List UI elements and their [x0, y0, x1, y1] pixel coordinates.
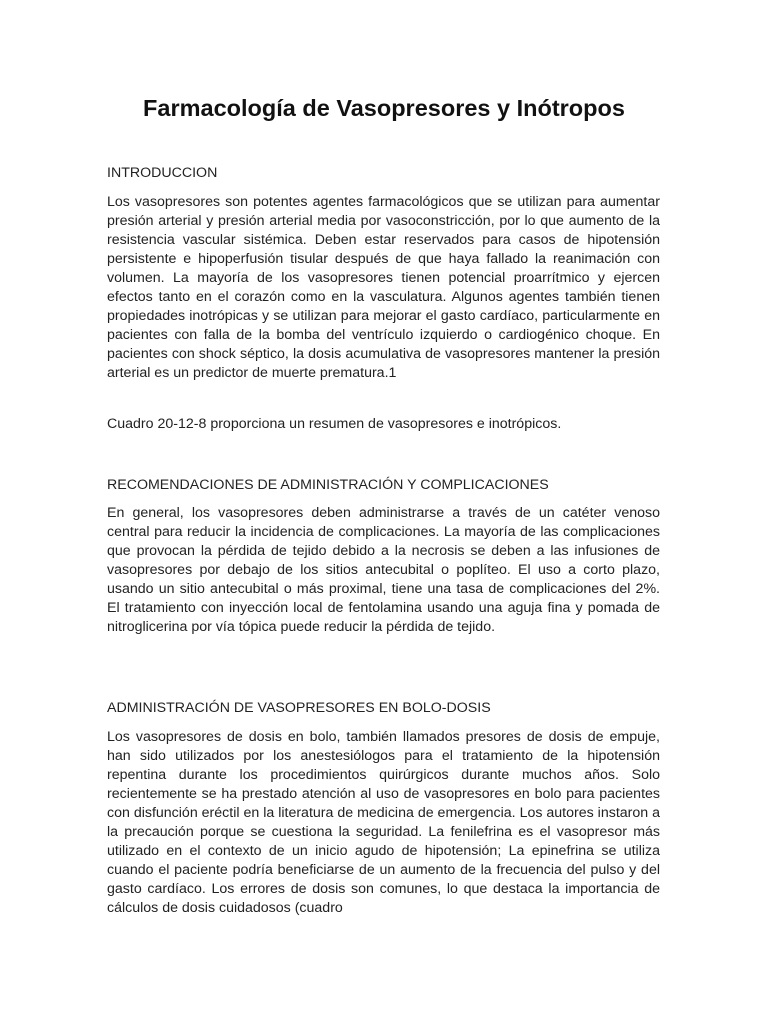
- section-paragraph: Los vasopresores de dosis en bolo, también llamados presores de dosis de empuje, han sido utilizados por los anestesiólogos para el tratamiento de la hipotensión repentina durante los procedimientos quirúrgicos durante muchos años. Solo recientemente se ha prestado atención al uso de vasopresores en bolo para pacientes con disfunción eréctil en la literatura de medicina de emergencia. Los autores instaron a la precaución porque se cuestiona la seguridad. La fenilefrina es el vasopresor más utilizado en el contexto de un inicio agudo de hipotensión; La epinefrina se utiliza cuando el paciente podría beneficiarse de un aumento de la frecuencia del pulso y del gasto cardíaco. Los errores de dosis son comunes, lo que destaca la importancia de cálculos de dosis cuidadosos (cuadro: [107, 729, 660, 916]
- section-paragraph: Los vasopresores son potentes agentes farmacológicos que se utilizan para aumentar presión arterial y presión arterial media por vasoconstricción, por lo que aumento de la resistencia vascular sistémica. Deben estar reservados para casos de hipotensión persistente e hipoperfusión tisular después de que haya fallado la reanimación con volumen. La mayoría de los vasopresores tienen potencial proarrítmico y ejercen efectos tanto en el corazón como en la vasculatura. Algunos agentes también tienen propiedades inotrópicas y se utilizan para mejorar el gasto cardíaco, particularmente en pacientes con falla de la bomba del ventrículo izquierdo o cardiogénico choque. En pacientes con shock séptico, la dosis acumulativa de vasopresores mantener la presión arterial es un predictor de muerte prematura.1: [107, 194, 660, 381]
- section-heading-introduccion: INTRODUCCION: [107, 165, 218, 181]
- section-paragraph: En general, los vasopresores deben administrarse a través de un catéter venoso central para reducir la incidencia de complicaciones. La mayoría de las complicaciones que provocan la pérdida de tejido debido a la necrosis se deben a las infusiones de vasopresores por debajo de los sitios antecubital o poplíteo. El uso a corto plazo, usando un sitio antecubital o más proximal, tiene una tasa de complicaciones del 2%. El tratamiento con inyección local de fentolamina usando una aguja fina y pomada de nitroglicerina por vía tópica puede reducir la pérdida de tejido.: [107, 505, 660, 635]
- section-heading-administracion-bolo: ADMINISTRACIÓN DE VASOPRESORES EN BOLO-DOSIS: [107, 700, 491, 716]
- section-paragraph: Cuadro 20-12-8 proporciona un resumen de vasopresores e inotrópicos.: [107, 416, 562, 432]
- document-title: Farmacología de Vasopresores y Inótropos: [143, 95, 625, 121]
- section-heading-recomendaciones: RECOMENDACIONES DE ADMINISTRACIÓN Y COMPLICACIONES: [107, 477, 549, 493]
